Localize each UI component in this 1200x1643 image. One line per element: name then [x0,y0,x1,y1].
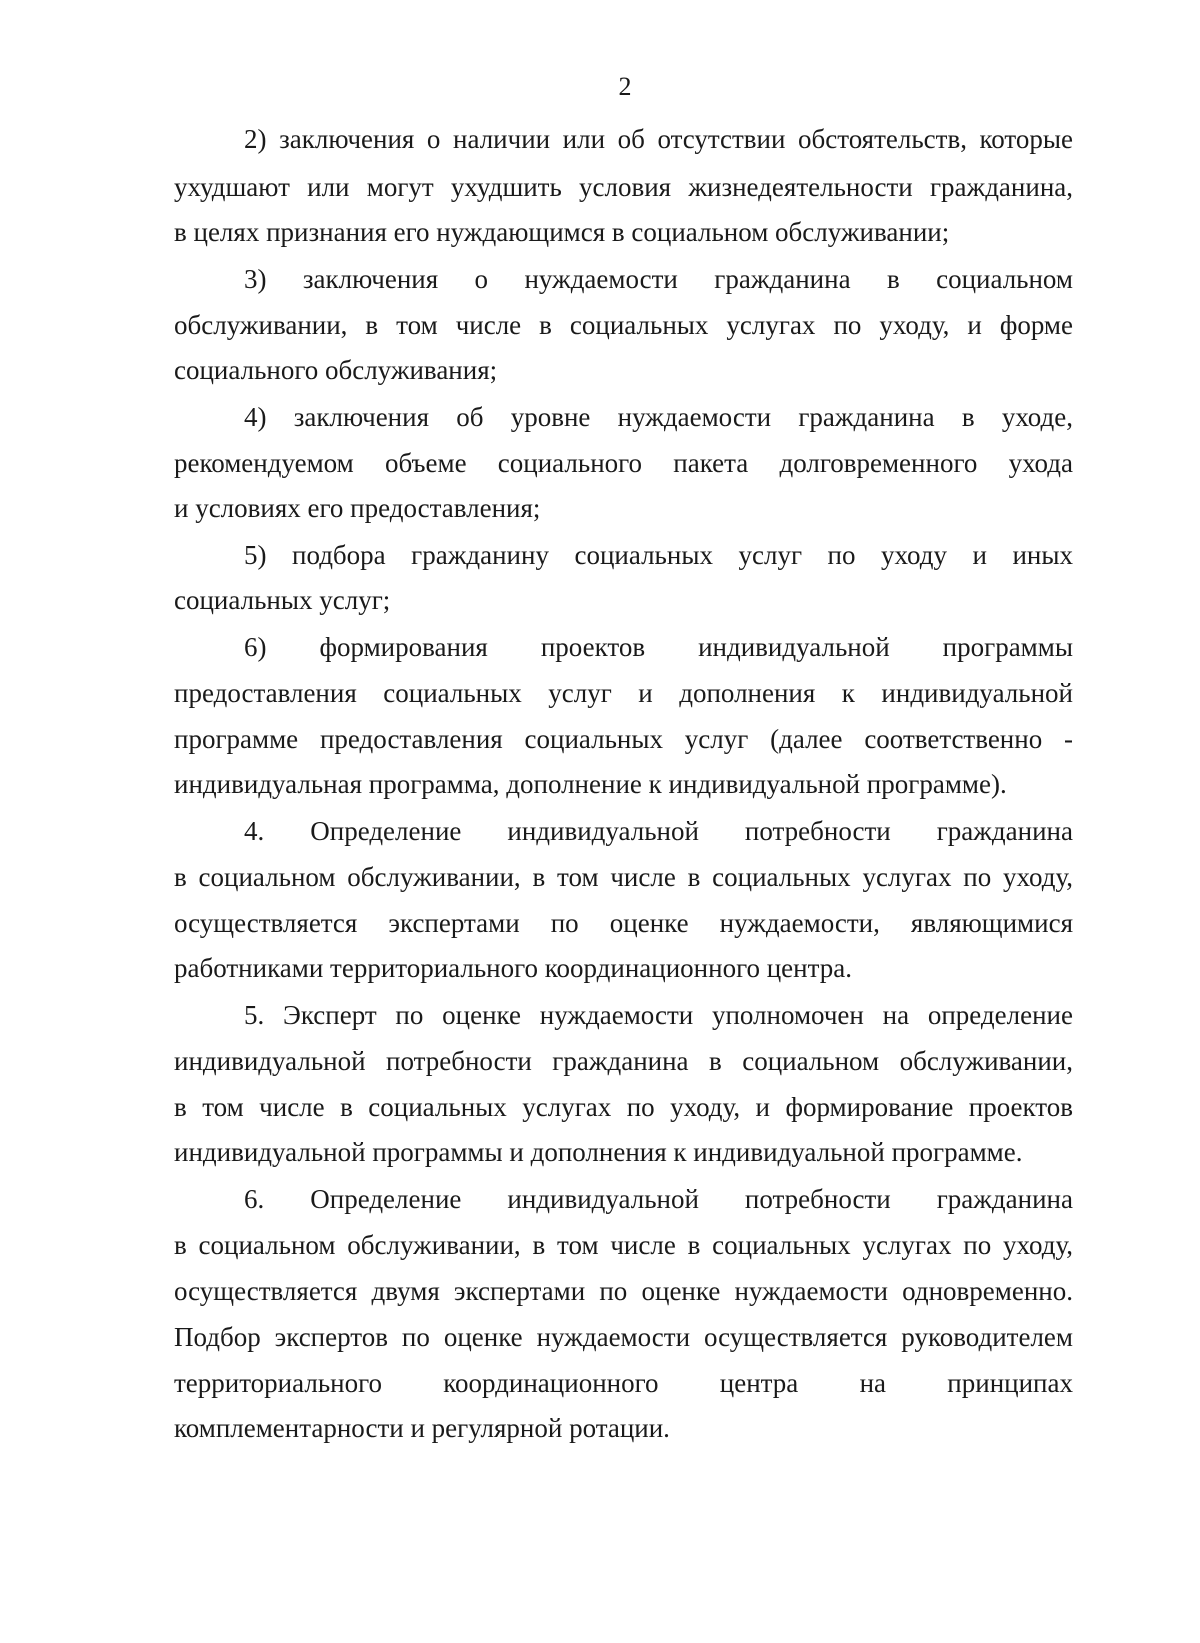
text-line: осуществляется экспертами по оценке нуждаемости, являющимися [174,908,1073,938]
text-line: индивидуальная программа, дополнение к индивидуальной программе). [174,769,1007,799]
text-line: рекомендуемом объеме социального пакета долговременного ухода [174,448,1073,478]
text-line: 4. Определение индивидуальной потребности гражданина [244,816,1073,846]
text-line: в социальном обслуживании, в том числе в социальных услугах по уходу, [174,1230,1073,1260]
text-line: территориального координационного центра на принципах [174,1368,1073,1398]
text-line: социального обслуживания; [174,355,498,385]
text-line: 5) подбора гражданину социальных услуг по уходу и иных [244,540,1073,570]
text-line: программе предоставления социальных услуг (далее соответственно - [174,724,1073,754]
text-line: социальных услуг; [174,585,391,615]
text-line: 6. Определение индивидуальной потребности гражданина [244,1184,1073,1214]
page-number: 2 [618,72,632,101]
text-line: в целях признания его нуждающимся в социальном обслуживании; [174,217,950,247]
text-line: предоставления социальных услуг и дополнения к индивидуальной [174,678,1073,708]
text-line: и условиях его предоставления; [174,493,541,523]
text-line: ухудшают или могут ухудшить условия жизнедеятельности гражданина, [174,172,1073,202]
text-line: 6) формирования проектов индивидуальной программы [244,632,1073,662]
text-line: 2) заключения о наличии или об отсутствии обстоятельств, которые [244,124,1073,154]
text-line: работниками территориального координационного центра. [174,953,852,983]
text-line: Подбор экспертов по оценке нуждаемости осуществляется руководителем [174,1322,1073,1352]
text-line: в том числе в социальных услугах по уходу, и формирование проектов [174,1092,1073,1122]
text-line: обслуживании, в том числе в социальных услугах по уходу, и форме [174,310,1073,340]
text-line: осуществляется двумя экспертами по оценке нуждаемости одновременно. [174,1276,1073,1306]
text-line: индивидуальной программы и дополнения к индивидуальной программе. [174,1137,1023,1167]
text-line: 3) заключения о нуждаемости гражданина в социальном [244,264,1073,294]
text-line: в социальном обслуживании, в том числе в социальных услугах по уходу, [174,862,1073,892]
text-line: индивидуальной потребности гражданина в социальном обслуживании, [174,1046,1073,1076]
text-line: комплементарности и регулярной ротации. [174,1413,670,1443]
text-line: 5. Эксперт по оценке нуждаемости уполномочен на определение [244,1000,1073,1030]
text-line: 4) заключения об уровне нуждаемости гражданина в уходе, [244,402,1073,432]
